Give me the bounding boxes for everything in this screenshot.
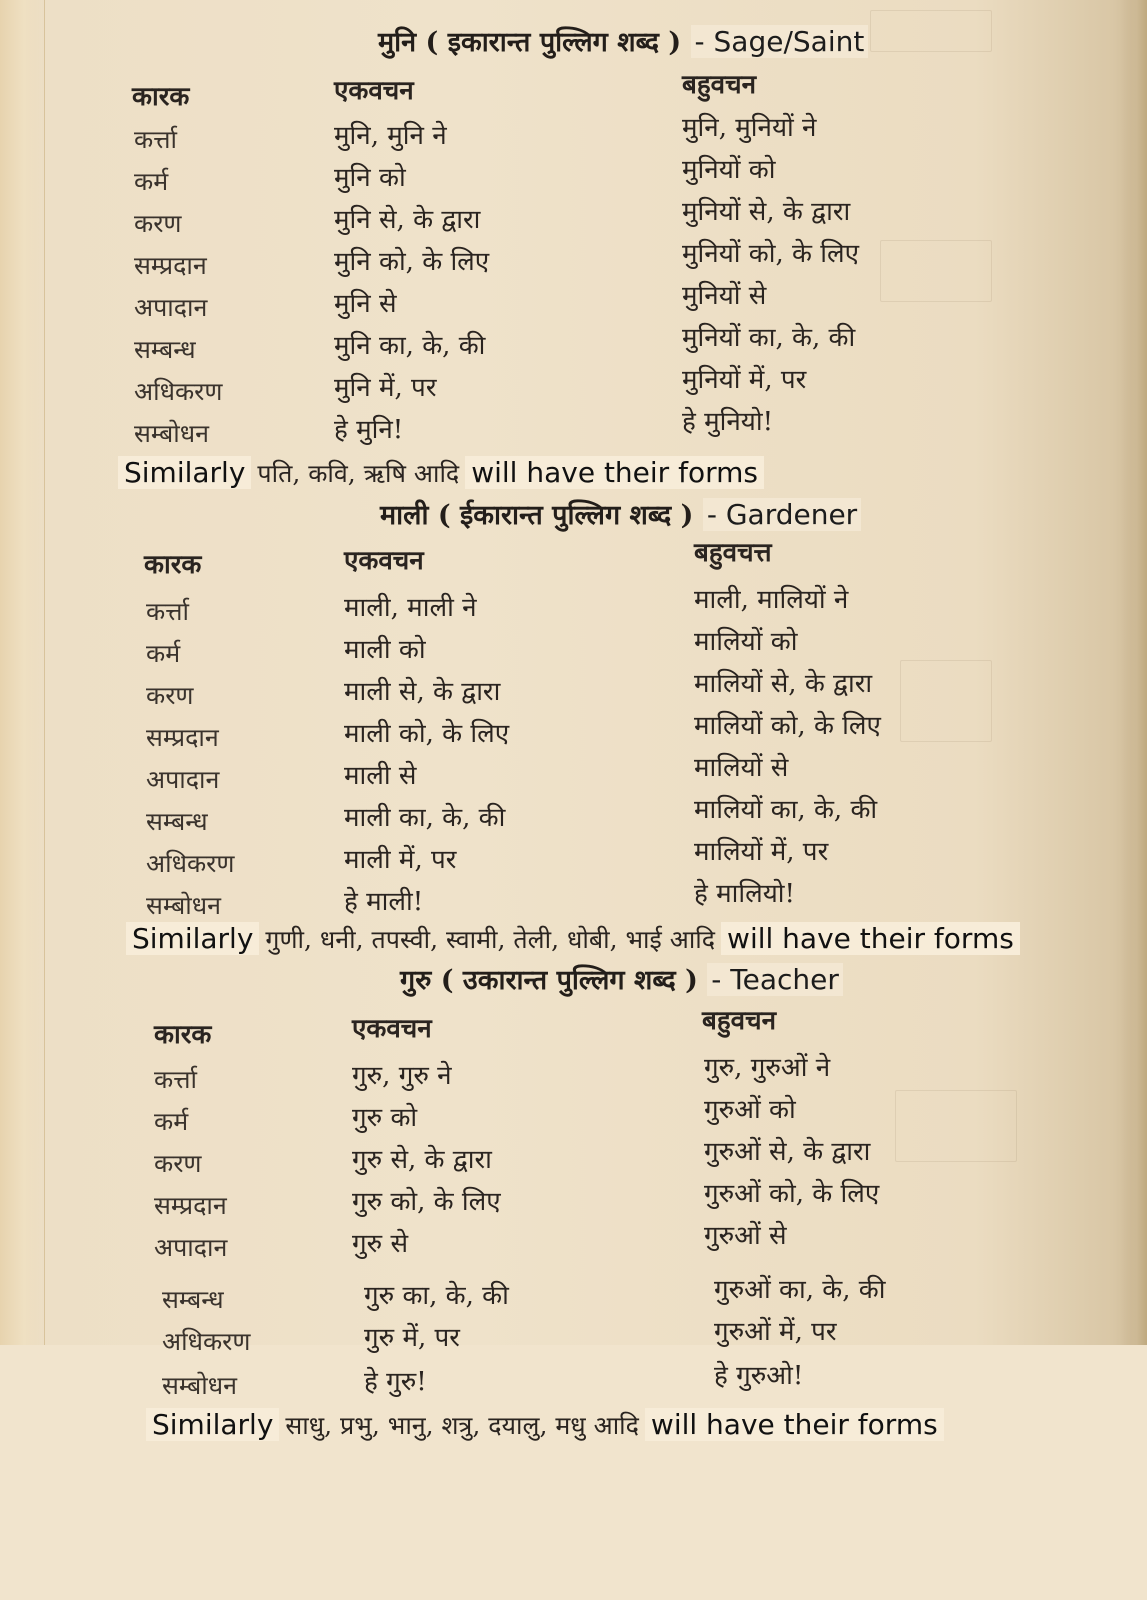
section-title-english: - Teacher — [707, 963, 843, 996]
column-header-singular: एकवचन — [334, 76, 414, 106]
case-name: कर्म — [146, 639, 181, 668]
singular-form: माली को — [344, 635, 426, 665]
singular-form: गुरु, गुरु ने — [352, 1061, 452, 1091]
plural-form: गुरुओं में, पर — [714, 1317, 837, 1347]
singular-form: माली को, के लिए — [344, 719, 510, 749]
table-row — [0, 585, 1147, 632]
plural-form: हे गुरुओ! — [714, 1361, 804, 1391]
section-title-hindi: माली ( ईकारान्त पुल्लिग शब्द ) — [380, 500, 694, 531]
singular-form: मुनि को — [334, 163, 406, 193]
similar-suffix: will have their forms — [645, 1408, 944, 1441]
table-row — [0, 281, 1147, 328]
similar-words: पति, कवि, ऋषि आदि — [257, 459, 460, 488]
case-name: सम्बोधन — [146, 891, 222, 920]
plural-form: मालियों को — [694, 627, 798, 657]
similar-words: गुणी, धनी, तपस्वी, स्वामी, तेली, धोबी, भाई आदि — [265, 925, 716, 954]
table-row — [0, 1053, 1147, 1100]
case-name: अपादान — [134, 293, 208, 322]
section-title — [400, 962, 843, 999]
case-name: कर्त्ता — [134, 125, 177, 154]
case-name: अधिकरण — [146, 849, 235, 878]
singular-form: माली, माली ने — [344, 593, 477, 623]
table-row — [0, 323, 1147, 370]
case-name: अपादान — [146, 765, 220, 794]
table-row — [0, 753, 1147, 800]
column-header-plural: बहुवचन — [682, 70, 757, 100]
section-title-english: - Sage/Saint — [691, 25, 869, 58]
case-name: करण — [146, 681, 194, 710]
plural-form: मालियों का, के, की — [694, 795, 878, 825]
plural-form: मुनियों से, के द्वारा — [682, 197, 851, 227]
plural-form: मुनि, मुनियों ने — [682, 113, 817, 143]
section-title — [380, 497, 861, 534]
column-header-plural: बहुवचत्त — [694, 538, 772, 568]
case-name: सम्बन्ध — [162, 1285, 224, 1314]
similar-words-note — [118, 454, 764, 493]
singular-form: हे माली! — [344, 887, 424, 917]
case-name: अपादान — [154, 1233, 228, 1262]
section-title — [378, 24, 868, 61]
plural-form: गुरुओं को, के लिए — [704, 1179, 880, 1209]
similar-words-note — [146, 1406, 944, 1445]
plural-form: मुनियों में, पर — [682, 365, 807, 395]
similar-words: साधु, प्रभु, भानु, शत्रु, दयालु, मधु आदि — [285, 1411, 639, 1440]
case-name: कर्म — [154, 1107, 189, 1136]
singular-form: माली में, पर — [344, 845, 457, 875]
plural-form: मालियों को, के लिए — [694, 711, 881, 741]
plural-form: मालियों में, पर — [694, 837, 829, 867]
singular-form: गुरु को, के लिए — [352, 1187, 501, 1217]
plural-form: गुरु, गुरुओं ने — [704, 1053, 831, 1083]
plural-form: माली, मालियों ने — [694, 585, 849, 615]
plural-form: गुरुओं से — [704, 1221, 787, 1251]
case-name: अधिकरण — [162, 1327, 251, 1356]
case-name: सम्प्रदान — [134, 251, 207, 280]
singular-form: मुनि को, के लिए — [334, 247, 490, 277]
column-header-singular: एकवचन — [352, 1014, 432, 1044]
singular-form: हे गुरु! — [364, 1367, 427, 1397]
case-name: अधिकरण — [134, 377, 223, 406]
section-title-hindi: गुरु ( उकारान्त पुल्लिग शब्द ) — [400, 965, 698, 996]
table-row — [0, 1361, 1147, 1406]
case-name: करण — [154, 1149, 202, 1178]
case-name: कर्म — [134, 167, 169, 196]
plural-form: हे मुनियो! — [682, 407, 774, 437]
show-through-mark — [870, 10, 992, 52]
table-row — [0, 113, 1147, 160]
table-row — [0, 837, 1147, 884]
singular-form: मुनि में, पर — [334, 373, 437, 403]
singular-form: गुरु को — [352, 1103, 418, 1133]
similar-suffix: will have their forms — [465, 456, 764, 489]
similar-words-note — [126, 920, 1020, 959]
table-row — [0, 155, 1147, 202]
similar-prefix: Similarly — [126, 922, 259, 955]
plural-form: मुनियों का, के, की — [682, 323, 856, 353]
plural-form: मालियों से, के द्वारा — [694, 669, 873, 699]
table-row — [0, 795, 1147, 842]
singular-form: माली से — [344, 761, 417, 791]
section-title-english: - Gardener — [703, 498, 861, 531]
column-header-case: कारक — [132, 82, 190, 112]
plural-form: गुरुओं का, के, की — [714, 1275, 886, 1305]
similar-prefix: Similarly — [118, 456, 251, 489]
plural-form: मालियों से — [694, 753, 789, 783]
singular-form: मुनि से, के द्वारा — [334, 205, 481, 235]
singular-form: गुरु से, के द्वारा — [352, 1145, 492, 1175]
table-row — [0, 365, 1147, 412]
plural-form: मुनियों से — [682, 281, 767, 311]
plural-form: गुरुओं से, के द्वारा — [704, 1137, 871, 1167]
column-header-case: कारक — [144, 550, 202, 580]
table-row — [0, 1317, 1147, 1362]
singular-form: हे मुनि! — [334, 415, 404, 445]
case-name: कर्त्ता — [154, 1065, 197, 1094]
table-row — [0, 669, 1147, 716]
singular-form: मुनि का, के, की — [334, 331, 486, 361]
singular-form: गुरु का, के, की — [364, 1281, 509, 1311]
singular-form: मुनि, मुनि ने — [334, 121, 447, 151]
plural-form: गुरुओं को — [704, 1095, 796, 1125]
table-row — [0, 197, 1147, 244]
case-name: करण — [134, 209, 182, 238]
case-name: सम्बोधन — [134, 419, 210, 448]
table-row — [0, 711, 1147, 758]
table-row — [0, 1137, 1147, 1184]
case-name: सम्प्रदान — [146, 723, 219, 752]
singular-form: माली का, के, की — [344, 803, 506, 833]
singular-form: गुरु में, पर — [364, 1323, 460, 1353]
section-title-hindi: मुनि ( इकारान्त पुल्लिग शब्द ) — [378, 27, 682, 58]
case-name: सम्बोधन — [162, 1371, 238, 1400]
table-row — [0, 1275, 1147, 1320]
column-header-plural: बहुवचन — [702, 1006, 777, 1036]
case-name: सम्बन्ध — [146, 807, 208, 836]
singular-form: गुरु से — [352, 1229, 409, 1259]
table-row — [0, 407, 1147, 454]
similar-prefix: Similarly — [146, 1408, 279, 1441]
singular-form: माली से, के द्वारा — [344, 677, 501, 707]
column-header-singular: एकवचन — [344, 546, 424, 576]
singular-form: मुनि से — [334, 289, 397, 319]
plural-form: मुनियों को — [682, 155, 776, 185]
case-name: सम्प्रदान — [154, 1191, 227, 1220]
similar-suffix: will have their forms — [721, 922, 1020, 955]
case-name: सम्बन्ध — [134, 335, 196, 364]
column-header-case: कारक — [154, 1020, 212, 1050]
table-row — [0, 1179, 1147, 1226]
table-row — [0, 1221, 1147, 1268]
table-row — [0, 627, 1147, 674]
plural-form: हे मालियो! — [694, 879, 795, 909]
table-row — [0, 1095, 1147, 1142]
plural-form: मुनियों को, के लिए — [682, 239, 859, 269]
case-name: कर्त्ता — [146, 597, 189, 626]
table-row — [0, 239, 1147, 286]
